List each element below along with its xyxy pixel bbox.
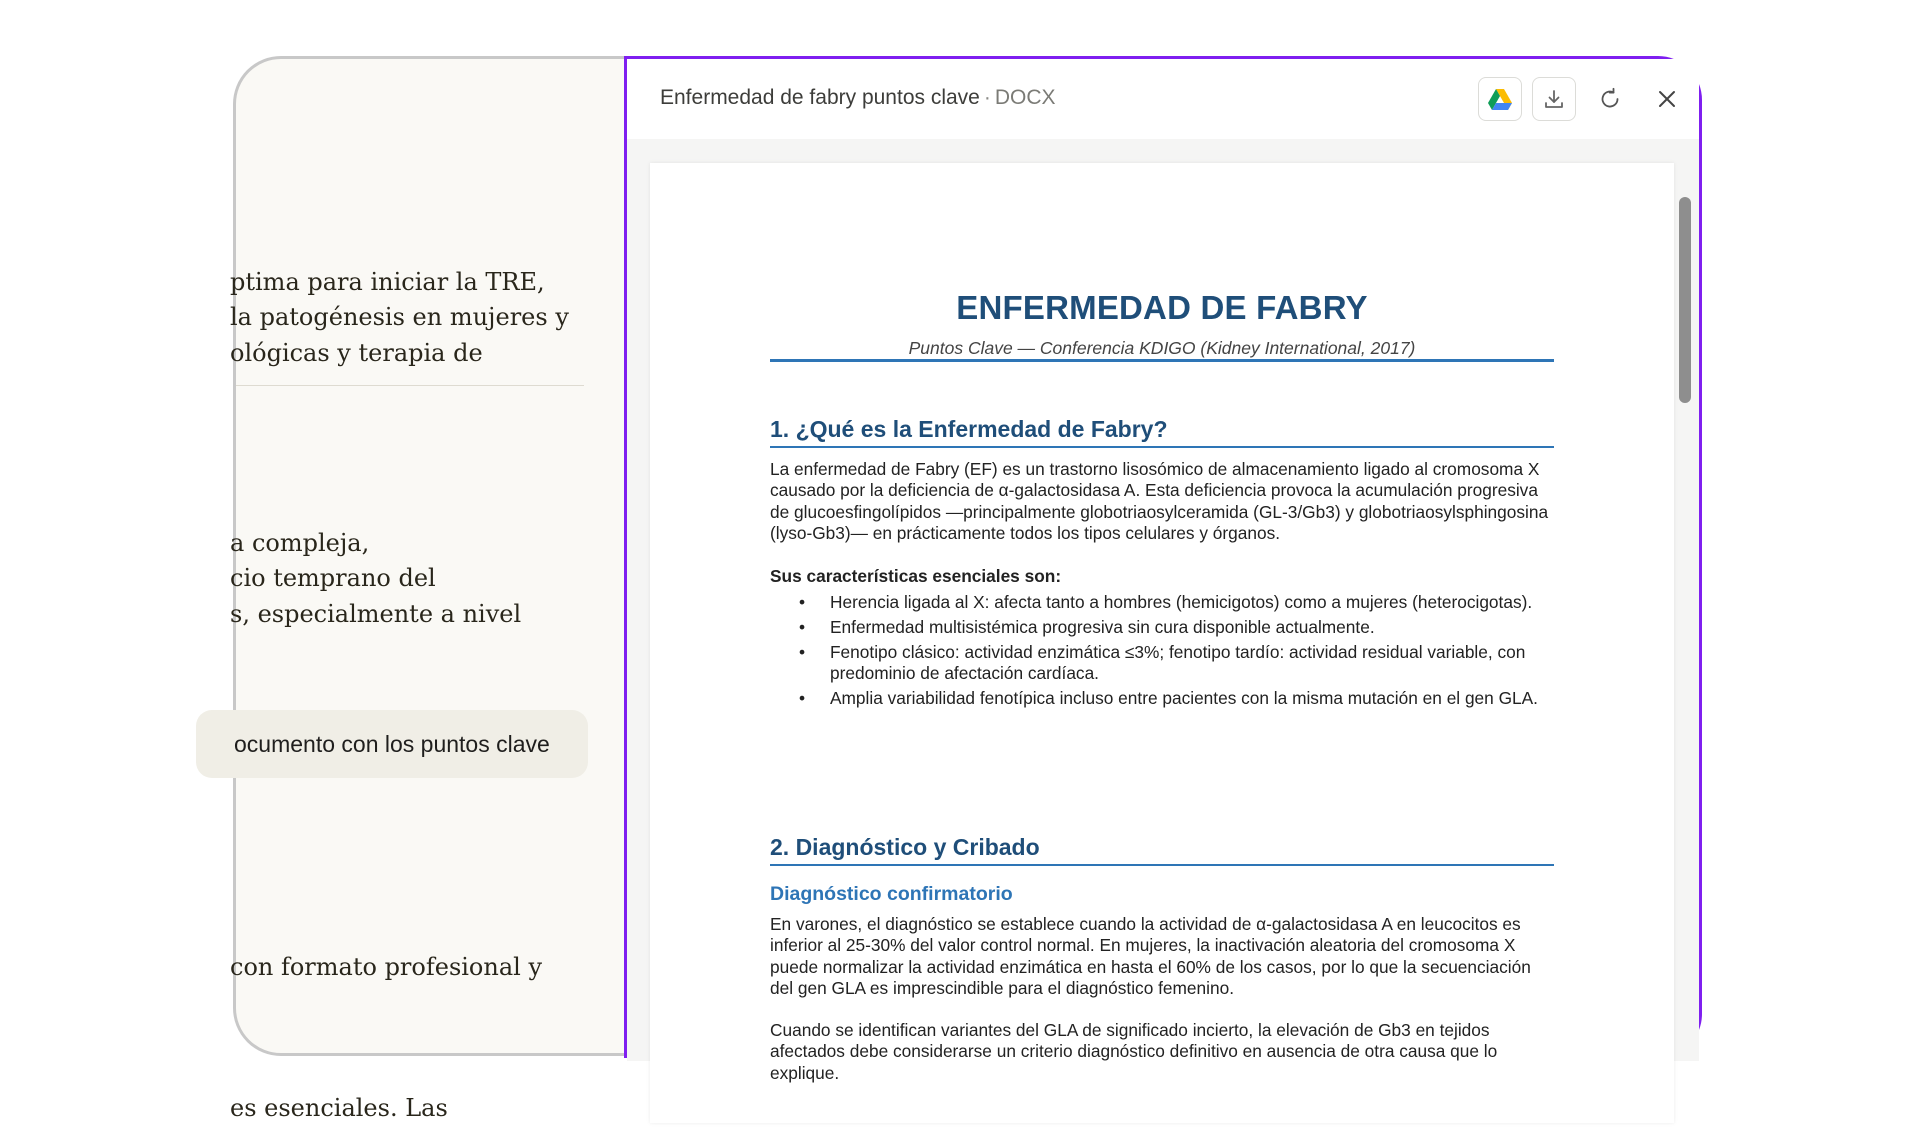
close-button[interactable] bbox=[1645, 77, 1689, 121]
download-button[interactable] bbox=[1532, 77, 1576, 121]
refresh-icon bbox=[1598, 87, 1622, 111]
section-heading: 1. ¿Qué es la Enfermedad de Fabry? bbox=[770, 416, 1168, 442]
viewer-header bbox=[627, 59, 1699, 139]
section-rule bbox=[770, 446, 1554, 448]
list-item: • Enfermedad multisistémica progresiva sin cura disponible actualmente. bbox=[799, 616, 1375, 637]
chat-text-line: ológicas y terapia de bbox=[230, 339, 483, 367]
list-item-text: Amplia variabilidad fenotípica incluso entre pacientes con la misma mutación en el gen GLA. bbox=[830, 687, 1538, 708]
chat-text-line: con formato profesional y bbox=[230, 953, 543, 981]
list-item: • Herencia ligada al X: afecta tanto a hombres (hemicigotos) como a mujeres (heterocigotas). bbox=[799, 592, 1533, 612]
subsection-heading: Diagnóstico confirmatorio bbox=[770, 883, 1013, 905]
google-drive-icon bbox=[1488, 88, 1512, 110]
file-type: DOCX bbox=[994, 86, 1056, 109]
document-page bbox=[650, 163, 1674, 1123]
list-item-text: Herencia ligada al X: afecta tanto a hombres (hemicigotos) como a mujeres (heterocigotas). bbox=[830, 592, 1533, 612]
list-item: • Fenotipo clásico: actividad enzimática ≤3%; fenotipo tardío: actividad residual variable, con predominio de afectación cardíaca. bbox=[799, 641, 1526, 683]
save-to-drive-button[interactable] bbox=[1478, 77, 1522, 121]
section-heading: 2. Diagnóstico y Cribado bbox=[770, 834, 1040, 860]
chat-text-line: la patogénesis en mujeres y bbox=[230, 303, 569, 331]
list-item-text: Fenotipo clásico: actividad enzimática ≤3%; fenotipo tardío: actividad residual variable, con predominio de afectación cardíaca. bbox=[830, 641, 1526, 683]
refresh-button[interactable] bbox=[1588, 77, 1632, 121]
file-separator: · bbox=[983, 86, 991, 109]
user-message-bubble: ocumento con los puntos clave bbox=[196, 710, 588, 778]
file-name: Enfermedad de fabry puntos clave bbox=[660, 86, 980, 109]
download-icon bbox=[1543, 88, 1565, 110]
bullet-list bbox=[770, 592, 1554, 712]
file-title bbox=[660, 86, 1056, 110]
list-item-text: Enfermedad multisistémica progresiva sin cura disponible actualmente. bbox=[830, 616, 1375, 637]
vertical-scrollbar[interactable] bbox=[1679, 197, 1691, 403]
chat-panel bbox=[230, 59, 628, 1122]
title-rule bbox=[770, 359, 1554, 362]
chat-text-line: s, especialmente a nivel bbox=[230, 600, 522, 628]
doc-title: ENFERMEDAD DE FABRY bbox=[956, 289, 1368, 326]
chat-text-line: a compleja, bbox=[230, 529, 370, 557]
chat-text-line: ptima para iniciar la TRE, bbox=[230, 268, 545, 296]
doc-paragraph: En varones, el diagnóstico se establece cuando la actividad de α-galactosidasa A en leucocitos es inferior al 25-30% del valor control normal. En mujeres, la inactivación aleatoria del cromosoma X puede normalizar la actividad enzimática en hasta el 60% de los casos, por lo que la secuenciación del gen GLA es imprescindible para el diagnóstico femenino. bbox=[770, 914, 1531, 998]
chat-divider bbox=[236, 385, 584, 386]
document-viewer-panel bbox=[624, 56, 1702, 1083]
doc-paragraph: La enfermedad de Fabry (EF) es un trastorno lisosómico de almacenamiento ligado al cromosoma X causado por la deficiencia de α-galactosidasa A. Esta deficiencia provoca la acumulación progresiva de glucoesfingolípidos —principalmente globotriaosylceramida (GL-3/Gb3) y globotriaosylsphingosina (lyso-Gb3)— en prácticamente todos los tipos celulares y órganos. bbox=[770, 459, 1549, 543]
close-icon bbox=[1656, 88, 1678, 110]
document-scroll-area[interactable] bbox=[627, 139, 1699, 1083]
doc-lead-text: Sus características esenciales son: bbox=[770, 566, 1062, 586]
doc-subtitle: Puntos Clave — Conferencia KDIGO (Kidney International, 2017) bbox=[908, 338, 1416, 358]
doc-paragraph: Cuando se identifican variantes del GLA de significado incierto, la elevación de Gb3 en tejidos afectados debe considerarse un criterio diagnóstico definitivo en ausencia de otra causa que lo explique. bbox=[770, 1020, 1498, 1083]
chat-text-line: es esenciales. Las bbox=[230, 1094, 448, 1122]
section-rule bbox=[770, 864, 1554, 866]
chat-text-line: cio temprano del bbox=[230, 564, 436, 592]
list-item: • Amplia variabilidad fenotípica incluso entre pacientes con la misma mutación en el gen GLA. bbox=[799, 687, 1538, 708]
